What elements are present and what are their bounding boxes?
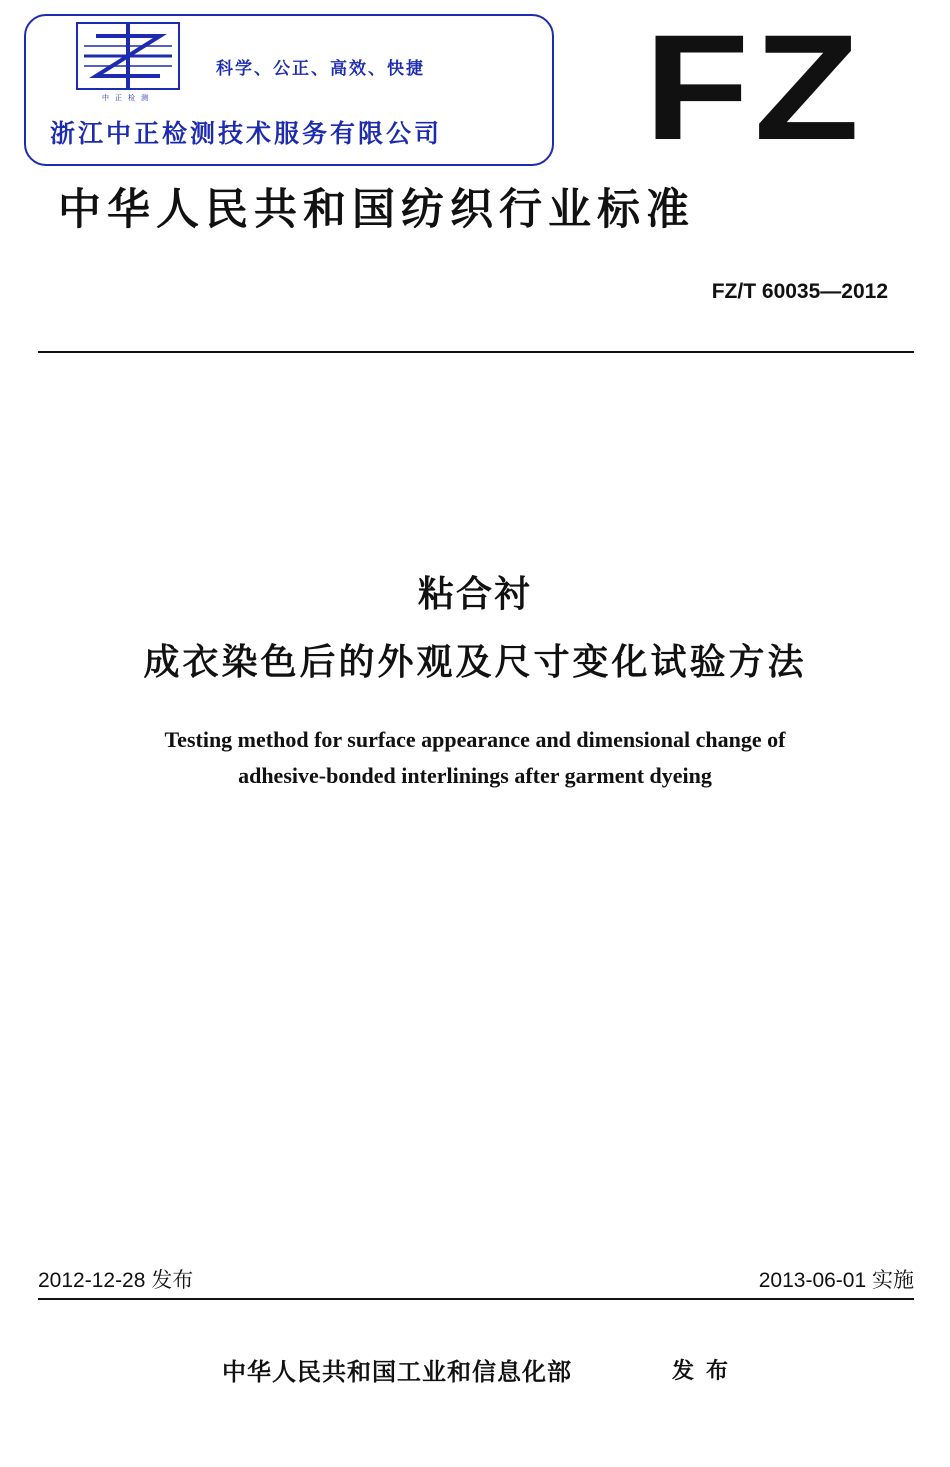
document-title-line2: 成衣染色后的外观及尺寸变化试验方法 xyxy=(143,642,807,683)
standard-code-logo: FZ xyxy=(644,3,864,171)
company-name: 浙江中正检测技术服务有限公司 xyxy=(50,119,443,148)
top-divider xyxy=(38,351,914,353)
english-title-line1: Testing method for surface appearance and dimensional change of xyxy=(164,727,786,752)
logo-caption: 中正检测 xyxy=(102,94,154,102)
stamp-slogan: 科学、公正、高效、快捷 xyxy=(216,59,425,79)
bottom-divider xyxy=(38,1298,914,1300)
standard-number: FZ/T 60035—2012 xyxy=(711,280,888,303)
standard-category-title: 中华人民共和国纺织行业标准 xyxy=(58,185,695,235)
document-title-line1: 粘合衬 xyxy=(417,574,532,615)
english-title-line2: adhesive-bonded interlinings after garment dyeing xyxy=(238,763,712,788)
publish-label: 发布 xyxy=(672,1359,741,1384)
implementation-date: 2013-06-01 实施 xyxy=(758,1269,914,1292)
issuing-authority: 中华人民共和国工业和信息化部 xyxy=(222,1358,572,1386)
company-logo-icon xyxy=(76,22,180,90)
issue-date: 2012-12-28 发布 xyxy=(38,1269,194,1292)
